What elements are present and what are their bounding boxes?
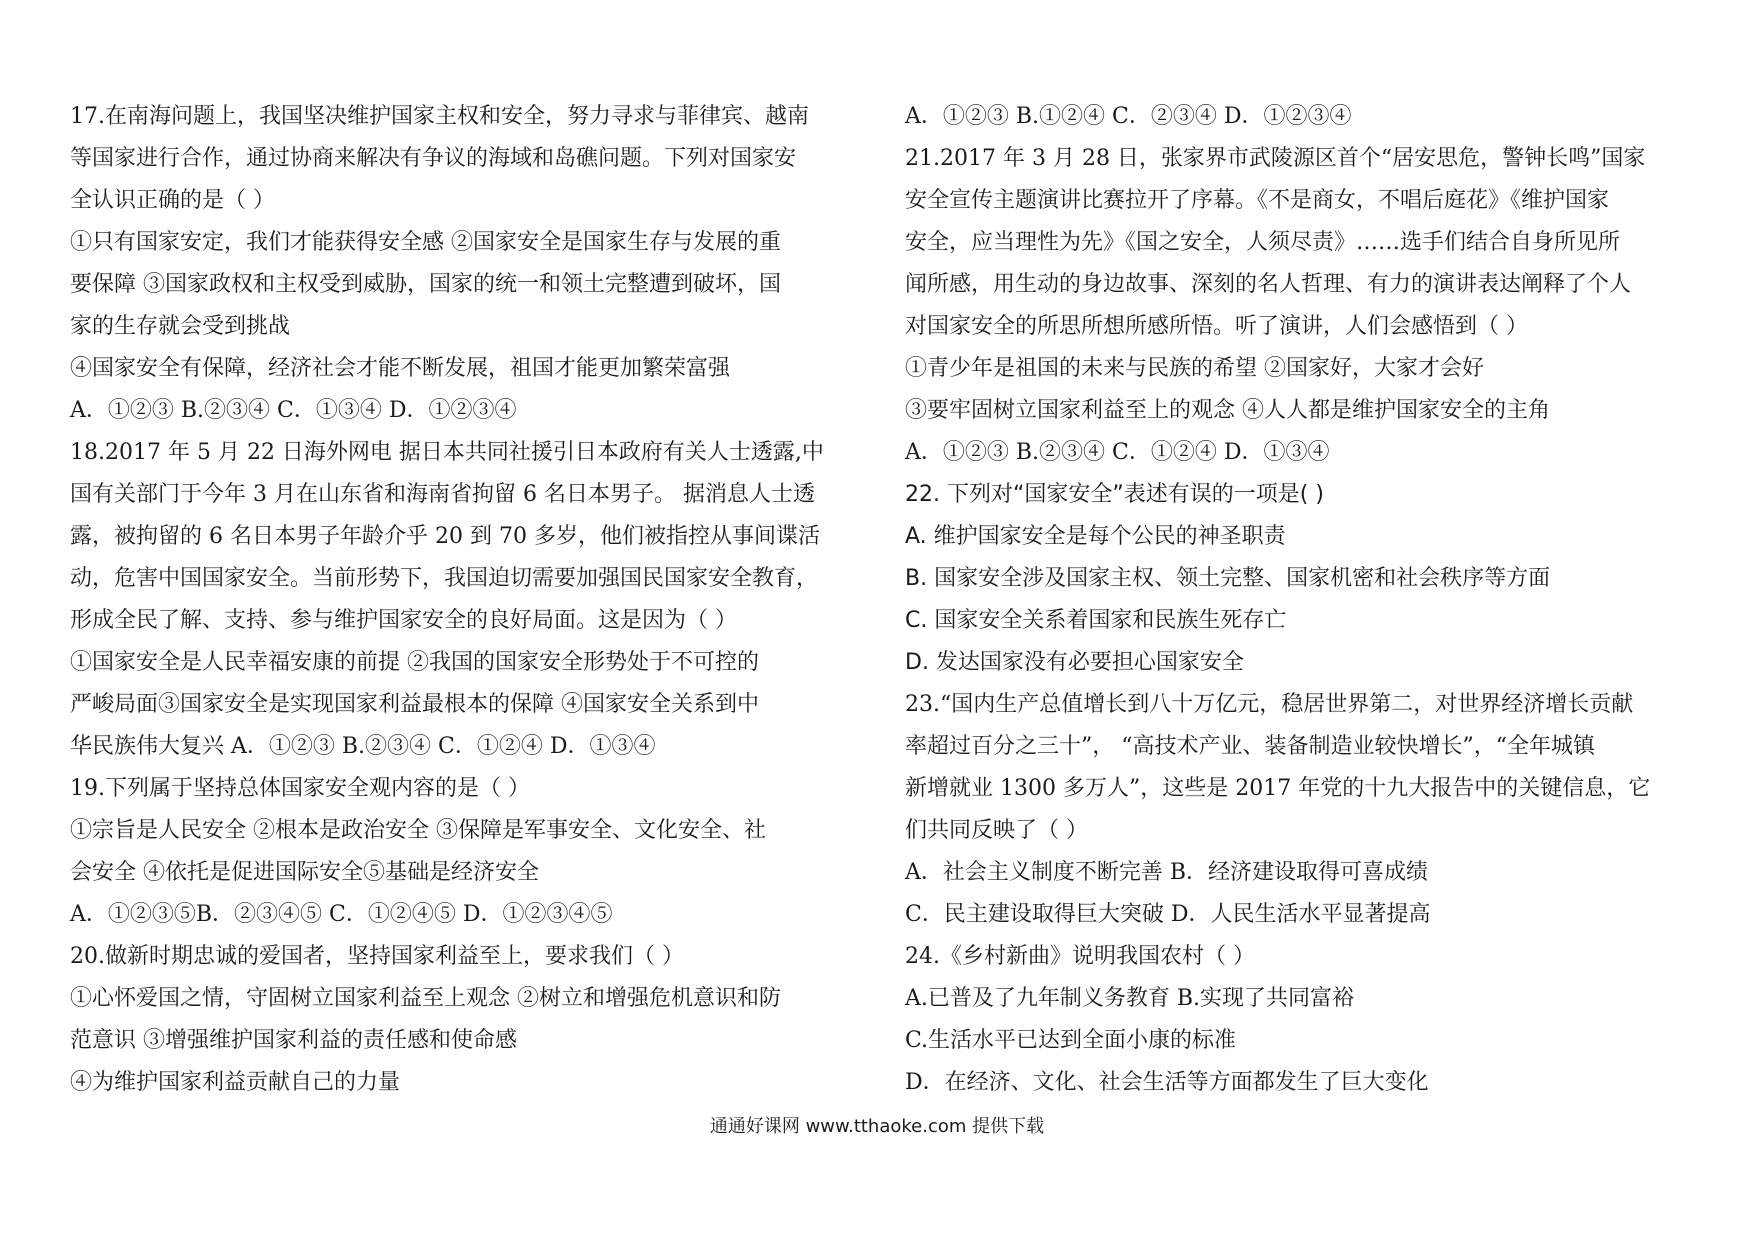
question-24-option-d: D．在经济、文化、社会生活等方面都发生了巨大变化 — [905, 1070, 1429, 1095]
question-19-statement-line: 会安全 ④依托是促进国际安全⑤基础是经济安全 — [70, 860, 539, 885]
question-20-stem: 20.做新时期忠诚的爱国者，坚持国家利益至上，要求我们（ ） — [70, 944, 684, 969]
question-20-statement-line: 范意识 ③增强维护国家利益的责任感和使命感 — [70, 1028, 517, 1053]
question-22-option-a: A. 维护国家安全是每个公民的神圣职责 — [905, 524, 1286, 549]
question-17-statement-line: ①只有国家安定，我们才能获得安全感 ②国家安全是国家生存与发展的重 — [70, 230, 781, 255]
right-column — [905, 96, 1695, 1104]
page-footer: 通通好课网 www.tthaoke.com 提供下载 — [709, 1116, 1045, 1137]
question-19-statement-line: ①宗旨是人民安全 ②根本是政治安全 ③保障是军事安全、文化安全、社 — [70, 818, 766, 843]
question-20-statement-line: ①心怀爱国之情，守固树立国家利益至上观念 ②树立和增强危机意识和防 — [70, 986, 781, 1011]
question-18-line-4: 动，危害中国国家安全。当前形势下，我国迫切需要加强国民国家安全教育， — [70, 566, 819, 591]
question-23-line-4: 们共同反映了（ ） — [905, 818, 1088, 843]
question-18-line-2: 国有关部门于今年 3 月在山东省和海南省拘留 6 名日本男子。 据消息人士透 — [70, 482, 815, 507]
question-23-line-3: 新增就业 1300 多万人”，这些是 2017 年党的十九大报告中的关键信息，它 — [905, 776, 1651, 801]
question-22-option-c: C. 国家安全关系着国家和民族生死存亡 — [905, 608, 1287, 633]
question-17-statement-line: ④国家安全有保障，经济社会才能不断发展，祖国才能更加繁荣富强 — [70, 356, 731, 381]
question-21-line-4: 闻所感，用生动的身边故事、深刻的名人哲理、有力的演讲表达阐释了个人 — [905, 272, 1632, 297]
question-17-statement-line: 家的生存就会受到挑战 — [70, 314, 291, 339]
question-17-options: A．①②③ B.②③④ C．①③④ D．①②③④ — [70, 398, 517, 423]
question-17-line-2: 等国家进行合作，通过协商来解决有争议的海域和岛礁问题。下列对国家安 — [70, 146, 797, 171]
question-17-line-3: 全认识正确的是（ ） — [70, 188, 275, 213]
question-21-line-1: 21.2017 年 3 月 28 日，张家界市武陵源区首个“居安思危，警钟长鸣”国家 — [905, 146, 1646, 171]
question-17-statement-line: 要保障 ③国家政权和主权受到威胁，国家的统一和领土完整遭到破坏，国 — [70, 272, 781, 297]
question-18-options: 华民族伟大复兴 A．①②③ B.②③④ C．①②④ D．①③④ — [70, 734, 656, 759]
question-18-statement-line: ①国家安全是人民幸福安康的前提 ②我国的国家安全形势处于不可控的 — [70, 650, 759, 675]
question-24-options-ab: A.已普及了九年制义务教育 B.实现了共同富裕 — [905, 986, 1355, 1011]
question-18-line-5: 形成全民了解、支持、参与维护国家安全的良好局面。这是因为（ ） — [70, 608, 737, 633]
question-23-line-1: 23.“国内生产总值增长到八十万亿元，稳居世界第二，对世界经济增长贡献 — [905, 692, 1634, 717]
question-22-option-d: D. 发达国家没有必要担心国家安全 — [905, 650, 1244, 675]
question-23-options-ab: A．社会主义制度不断完善 B．经济建设取得可喜成绩 — [905, 860, 1429, 885]
question-18-statement-line: 严峻局面③国家安全是实现国家利益最根本的保障 ④国家安全关系到中 — [70, 692, 759, 717]
question-24-option-c: C.生活水平已达到全面小康的标准 — [905, 1028, 1237, 1053]
question-21-options: A．①②③ B.②③④ C．①②④ D．①③④ — [905, 440, 1330, 465]
question-21-line-3: 安全，应当理性为先》《国之安全，人须尽责》……选手们结合自身所见所 — [905, 230, 1621, 255]
question-20-options: A．①②③ B.①②④ C．②③④ D．①②③④ — [905, 104, 1352, 129]
question-22-option-b: B. 国家安全涉及国家主权、领土完整、国家机密和社会秩序等方面 — [905, 566, 1551, 591]
question-21-line-2: 安全宣传主题演讲比赛拉开了序幕。《不是商女，不唱后庭花》《维护国家 — [905, 188, 1610, 213]
question-18-line-3: 露，被拘留的 6 名日本男子年龄介乎 20 到 70 多岁，他们被指控从事间谍活 — [70, 524, 820, 549]
question-19-stem: 19.下列属于坚持总体国家安全观内容的是（ ） — [70, 776, 530, 801]
question-21-statement-line: ①青少年是祖国的未来与民族的希望 ②国家好，大家才会好 — [905, 356, 1484, 381]
question-21-statement-line: ③要牢固树立国家利益至上的观念 ④人人都是维护国家安全的主角 — [905, 398, 1550, 423]
left-column — [70, 96, 860, 1104]
question-23-line-2: 率超过百分之三十”， “高技术产业、装备制造业较快增长”，“全年城镇 — [905, 734, 1595, 759]
question-18-line-1: 18.2017 年 5 月 22 日海外网电 据日本共同社援引日本政府有关人士透露,中 — [70, 440, 824, 465]
question-23-options-cd: C．民主建设取得巨大突破 D．人民生活水平显著提高 — [905, 902, 1431, 927]
question-21-line-5: 对国家安全的所思所想所感所悟。听了演讲，人们会感悟到（ ） — [905, 314, 1528, 339]
question-22-stem: 22. 下列对“国家安全”表述有误的一项是( ) — [905, 482, 1324, 507]
question-19-options: A．①②③⑤B．②③④⑤ C．①②④⑤ D．①②③④⑤ — [70, 902, 613, 927]
question-17-line-1: 17.在南海问题上，我国坚决维护国家主权和安全，努力寻求与菲律宾、越南 — [70, 104, 809, 129]
question-24-stem: 24.《乡村新曲》说明我国农村（ ） — [905, 944, 1255, 969]
question-20-statement-line: ④为维护国家利益贡献自己的力量 — [70, 1070, 401, 1095]
